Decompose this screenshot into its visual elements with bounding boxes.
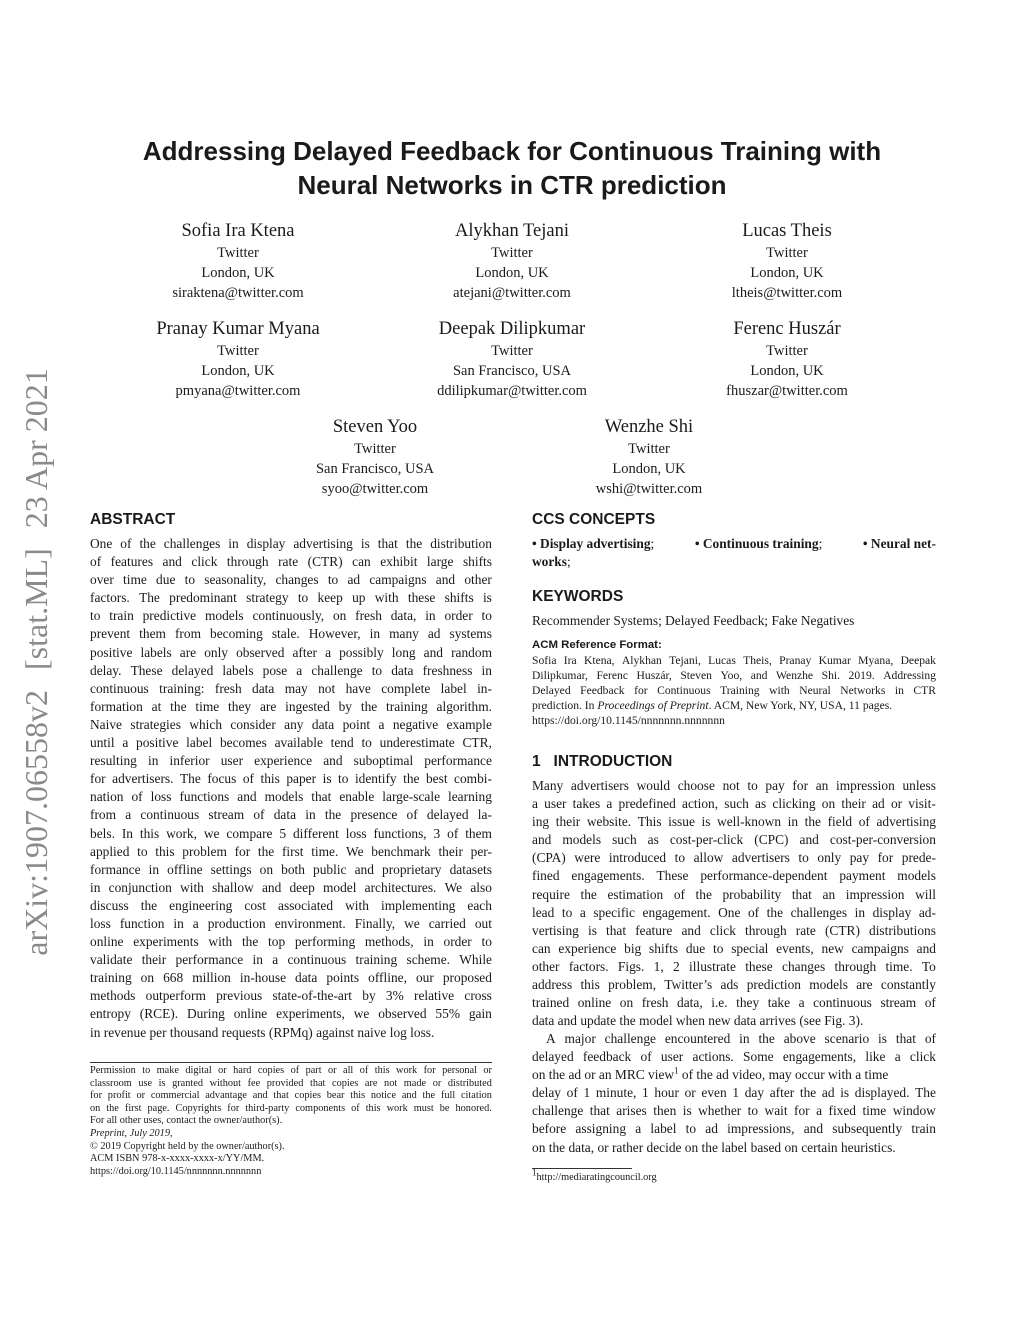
author-name: Alykhan Tejani [455, 221, 569, 241]
text-span: of the ad video, may occur with a time [678, 1067, 889, 1083]
keywords-text [532, 612, 936, 630]
text-line: and models such as cost-per-click (CPC) and cost-per-conversion [532, 832, 936, 848]
text-line: formation at the time they are ingested by the training algorithm. [90, 698, 492, 714]
author-org: Twitter [491, 343, 533, 359]
section-title: INTRODUCTION [553, 753, 673, 770]
footnote-line [532, 1167, 832, 1185]
author-location: London, UK [201, 363, 275, 379]
ccs-sep: ; [818, 536, 823, 551]
text-line: require the estimation of the probability that an impression will [532, 886, 936, 902]
paper-title [90, 134, 934, 202]
text-line: bels. In this work, we compare 5 different loss functions, 3 of them [90, 825, 492, 841]
text-line: of features and click through rate (CTR) can exhibit large shifts [90, 554, 492, 570]
ccs-item: • Continuous training [694, 536, 819, 551]
author-email[interactable]: atejani@twitter.com [453, 285, 571, 301]
text-line: vertising is that feature and click through rate (CTR) distributions [532, 922, 936, 938]
author-name: Steven Yoo [332, 417, 418, 437]
ccs-item: • Neural net- [862, 536, 936, 551]
text-line: fined engagements. These performance-dependent payment models [532, 868, 936, 884]
ccs-item: works [532, 554, 567, 569]
author-block [88, 220, 388, 303]
text-line: Many advertisers would choose not to pay for an impression unless [532, 778, 936, 793]
keywords-heading: KEYWORDS [532, 588, 624, 605]
footnote-link[interactable]: http://mediaratingcouncil.org [536, 1172, 657, 1183]
text-line: address this problem, Twitter’s ads prediction models are constantly [532, 977, 936, 993]
permission-notice [90, 1065, 492, 1128]
author-org: Twitter [766, 245, 808, 261]
text-line: online experiments with the top performing methods, in order to [90, 934, 492, 950]
author-location: San Francisco, USA [315, 461, 434, 477]
venue: Preprint, July 2019, [90, 1128, 173, 1139]
keywords-list: Recommender Systems; Delayed Feedback; Fake Negatives [532, 613, 855, 628]
ccs-line-1 [532, 535, 936, 553]
author-name: Sofia Ira Ktena [181, 221, 295, 241]
author-location: London, UK [612, 461, 686, 477]
author-name: Lucas Theis [742, 221, 832, 241]
ccs-sep: ; [650, 536, 655, 551]
author-email[interactable]: siraktena@twitter.com [172, 285, 304, 301]
text-line [532, 1066, 936, 1084]
text-line: on the data, or rather decide on the label based on certain heuristics. [532, 1139, 896, 1155]
footnote-marker[interactable]: 1 [674, 1065, 679, 1076]
acm-ref-line: Dilipkumar, Ferenc Huszár, Steven Yoo, and Wenzhe Shi. 2019. Addressing [532, 669, 936, 683]
text-line: applied to this problem for the first time. We benchmark their per- [90, 843, 492, 859]
ccs-sep: ; [566, 554, 571, 569]
author-location: London, UK [475, 265, 549, 281]
ccs-item: • Display advertising [532, 536, 651, 551]
text-span: on the ad or an MRC view [532, 1067, 675, 1083]
text-line: continuous training: fresh data may not have complete label in- [90, 680, 492, 696]
text-line: validate their performance in a continuous training scheme. While [90, 952, 492, 968]
text-line: over time due to seasonality, changes to ad campaigns and other [90, 572, 492, 588]
author-email[interactable]: syoo@twitter.com [321, 481, 429, 497]
author-email[interactable]: pmyana@twitter.com [175, 383, 301, 399]
text-line: methods outperform previous state-of-the-art by 3% relative cross [90, 988, 492, 1004]
acm-ref-doi-link[interactable]: https://doi.org/10.1145/nnnnnnn.nnnnnnn [532, 714, 725, 728]
author-block [362, 220, 662, 303]
author-org: Twitter [766, 343, 808, 359]
text-line: data and update the model when new data arrives (see Fig. 3). [532, 1013, 864, 1029]
author-block [225, 416, 525, 499]
author-block [637, 220, 937, 303]
ccs-concepts [532, 535, 936, 571]
acm-ref-line: Delayed Feedback for Continuous Training with Neural Networks in CTR [532, 684, 936, 698]
arxiv-category: [stat.ML] [18, 548, 54, 670]
author-email[interactable]: ddilipkumar@twitter.com [437, 383, 587, 399]
text-line: delay. These delayed labels pose a challenge to data freshness in [90, 662, 492, 678]
abstract-body [90, 535, 492, 1042]
copyright: © 2019 Copyright held by the owner/author(s). [90, 1140, 285, 1152]
intro-paragraph-1 [532, 777, 936, 1030]
text-line: a user takes a predefined action, such as clicking on their ad or visit- [532, 796, 936, 812]
text-line: trained online on fresh data, i.e. they take a continuous stream of [532, 995, 936, 1011]
text-line: challenge that arises then is whether to wait for a fixed time window [532, 1103, 936, 1119]
author-org: Twitter [491, 245, 533, 261]
intro-paragraph-2 [532, 1030, 936, 1157]
text-line: discuss the engineering cost associated with implementing each [90, 897, 492, 913]
text-line: ing their website. This issue is well-known in the field of advertising [532, 814, 936, 830]
author-block [88, 318, 388, 401]
author-location: London, UK [750, 265, 824, 281]
text-line: For all other uses, contact the owner/author(s). [90, 1115, 283, 1127]
acm-ref-text: prediction. In [532, 699, 598, 713]
text-line: Naive strategies which consider any data point a negative example [90, 716, 492, 732]
author-name: Deepak Dilipkumar [438, 319, 586, 339]
text-line: for profit or commercial advantage and that copies bear this notice and the full citation [90, 1090, 492, 1102]
isbn: ACM ISBN 978-x-xxxx-xxxx-x/YY/MM. [90, 1153, 265, 1165]
footnote-rule [90, 1062, 492, 1063]
text-line: in conjunction with shallow and deep model architectures. We also [90, 879, 492, 895]
author-name: Pranay Kumar Myana [156, 319, 320, 339]
text-line: to train predictive models continuously, on fresh data, in order to [90, 608, 492, 624]
title-line-2: Neural Networks in CTR prediction [297, 170, 727, 200]
arxiv-date: 23 Apr 2021 [18, 368, 54, 529]
text-line: training on 668 million in-house data points offline, our proposed [90, 970, 492, 986]
text-line: can experience big shifts due to special events, new campaigns and [532, 940, 936, 956]
author-org: Twitter [354, 441, 396, 457]
acm-ref-line [532, 698, 936, 713]
title-line-1: Addressing Delayed Feedback for Continuous Training with [142, 136, 882, 166]
text-line: lead to a specific engagement. One of the challenges in display ad- [532, 904, 936, 920]
acm-reference-heading: ACM Reference Format: [532, 639, 662, 651]
text-line: from a continuous stream of data in the presence of delayed la- [90, 807, 492, 823]
section-number: 1 [532, 753, 541, 770]
author-name: Ferenc Huszár [733, 319, 841, 339]
author-block [499, 416, 799, 499]
text-line: resulting in inferior user experience and suboptimal performance [90, 753, 492, 769]
author-email[interactable]: wshi@twitter.com [595, 481, 703, 497]
footnote-mark: 1 [532, 1167, 537, 1178]
text-line: until a positive label becomes available tend to underestimate CTR, [90, 735, 492, 751]
author-block [362, 318, 662, 401]
acm-ref-venue: Proceedings of Preprint [597, 699, 709, 713]
author-org: Twitter [628, 441, 670, 457]
author-location: London, UK [201, 265, 275, 281]
author-email[interactable]: ltheis@twitter.com [731, 285, 843, 301]
text-line: factors. The predominant strategy to keep up with these shifts is [90, 590, 492, 606]
text-line: other factors. Figs. 1, 2 illustrate these changes through time. To [532, 958, 936, 974]
ccs-heading: CCS CONCEPTS [532, 511, 656, 528]
footnote-rule [532, 1168, 632, 1169]
text-line: in revenue per thousand requests (RPMq) against naive log loss. [90, 1024, 435, 1040]
footnote [532, 1167, 832, 1185]
text-line: positive labels are only observed after a possibly long and random [90, 644, 492, 660]
text-line: before assigning a label to ad impressions, and subsequently train [532, 1121, 936, 1137]
text-line: Permission to make digital or hard copies of part or all of this work for personal or [90, 1065, 492, 1076]
abstract-heading: ABSTRACT [90, 511, 176, 528]
text-line: nation of loss functions and models that enable large-scale learning [90, 789, 492, 805]
text-line: prevent them from becoming stale. However, in many ad systems [90, 626, 492, 642]
text-line: (CPA) were introduced to allow advertisers to only pay for prede- [532, 850, 936, 866]
publication-info [90, 1128, 492, 1178]
text-line: delayed feedback of user actions. Some engagements, like a click [532, 1049, 936, 1065]
arxiv-id: arXiv:1907.06558v2 [18, 690, 54, 956]
introduction-heading [532, 752, 672, 772]
author-location: San Francisco, USA [452, 363, 571, 379]
arxiv-stamp [12, 352, 60, 972]
acm-ref-line: Sofia Ira Ktena, Alykhan Tejani, Lucas Theis, Pranay Kumar Myana, Deepak [532, 654, 936, 668]
text-line: loss function in a production environment. Finally, we carried out [90, 915, 492, 931]
acm-reference [532, 638, 936, 729]
text-line: A major challenge encountered in the above scenario is that of [546, 1031, 936, 1046]
text-line: classroom use is granted without fee provided that copies are not made or distributed [90, 1077, 492, 1089]
text-line: on the first page. Copyrights for third-party components of this work must be honored. [90, 1102, 492, 1114]
text-line: delay of 1 minute, 1 hour or even 1 day after the ad is displayed. The [532, 1085, 936, 1101]
text-line: for advertisers. The focus of this paper is to identify the best combi- [90, 771, 492, 787]
ccs-line-2 [532, 553, 936, 571]
author-email[interactable]: fhuszar@twitter.com [726, 383, 848, 399]
author-location: London, UK [750, 363, 824, 379]
text-line: formance in offline settings on both public and proprietary datasets [90, 861, 492, 877]
author-name: Wenzhe Shi [604, 417, 694, 437]
author-org: Twitter [217, 343, 259, 359]
acm-ref-text: . ACM, New York, NY, USA, 11 pages. [708, 699, 893, 713]
author-block [637, 318, 937, 401]
doi-link[interactable]: https://doi.org/10.1145/nnnnnnn.nnnnnnn [90, 1165, 262, 1177]
author-org: Twitter [217, 245, 259, 261]
text-line: entropy (RCE). During online experiments, we observed 55% gain [90, 1006, 492, 1022]
text-line: One of the challenges in display advertising is that the distribution [90, 536, 492, 551]
